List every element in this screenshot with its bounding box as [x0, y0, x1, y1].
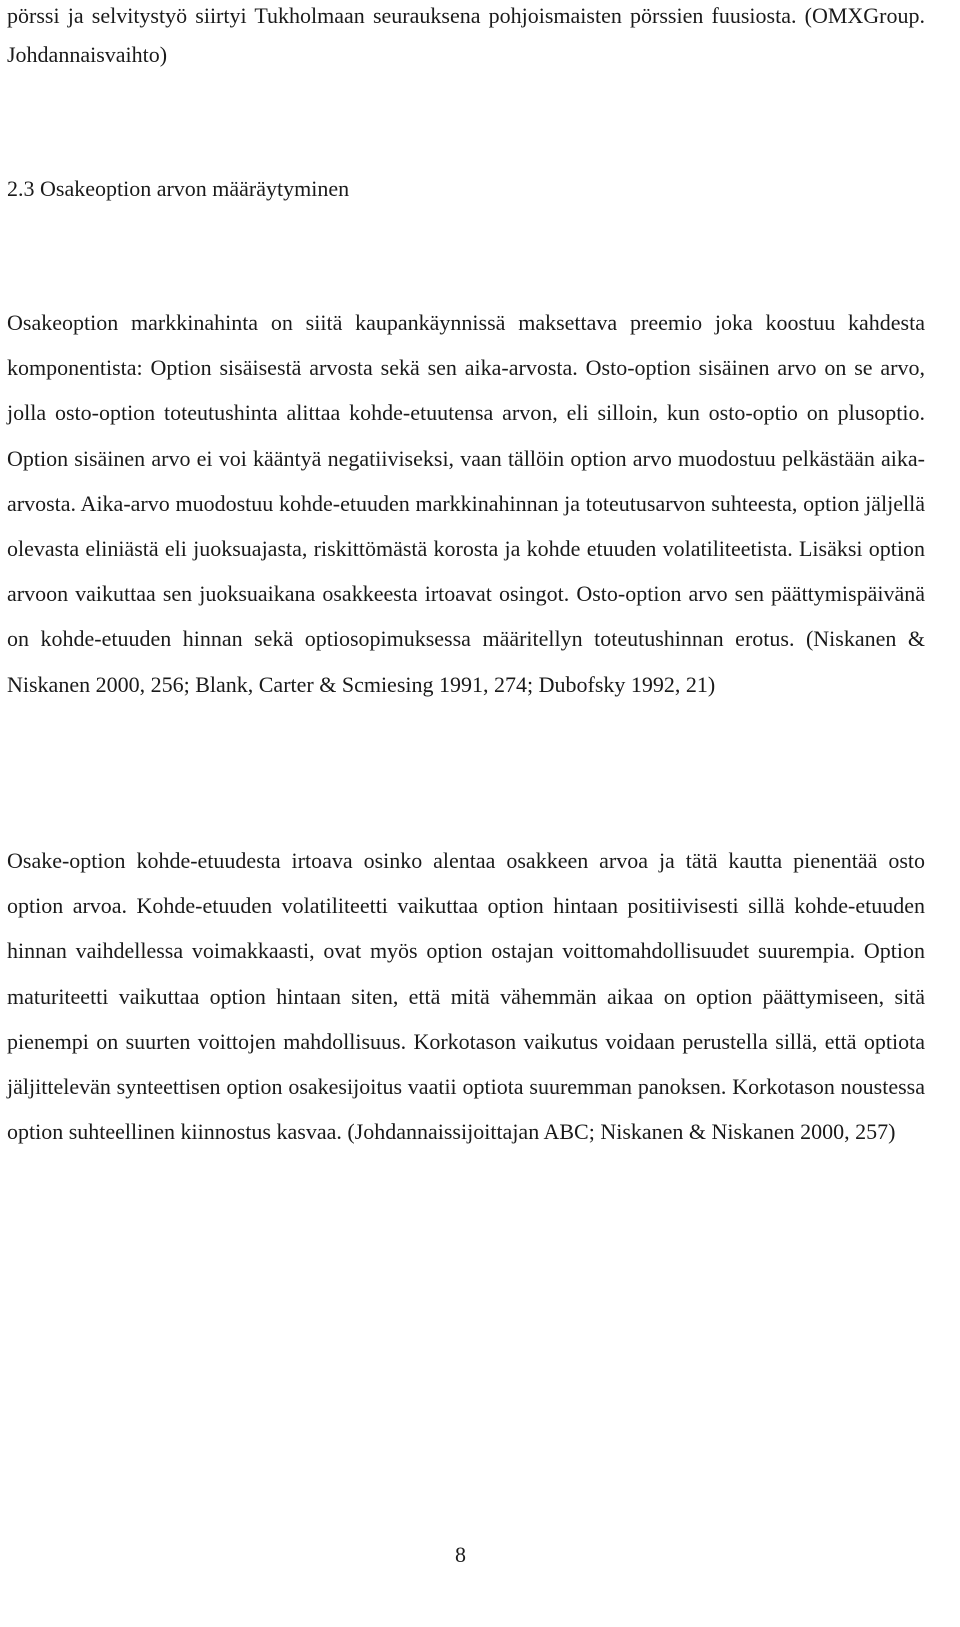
- section-heading: 2.3 Osakeoption arvon määräytyminen: [7, 176, 350, 201]
- body-paragraph-1: Osakeoption markkinahinta on siitä kaupankäynnissä maksettava preemio joka koostuu kahdesta komponentista: Option sisäisestä arvosta sekä sen aika-arvosta. Osto-option sisäinen arvo on se arvo, jolla osto-option toteutushinta alittaa kohde-etuutensa arvon, eli silloin, kun osto-optio on plusoptio. Option sisäinen arvo ei voi kääntyä negatiiviseksi, vaan tällöin option arvo muodostuu pelkästään aika-arvosta. Aika-arvo muodostuu kohde-etuuden markkinahinnan ja toteutusarvon suhteesta, option jäljellä olevasta eliniästä eli juoksuajasta, riskittömästä korosta ja kohde etuuden volatiliteetista. Lisäksi option arvoon vaikuttaa sen juoksuaikana osakkeesta irtoavat osingot. Osto-option arvo sen päättymispäivänä on kohde-etuuden hinnan sekä optiosopimuksessa määritellyn toteutushinnan erotus. (Niskanen & Niskanen 2000, 256; Blank, Carter & Scmiesing 1991, 274; Dubofsky 1992, 21): [7, 310, 925, 697]
- lead-paragraph: pörssi ja selvitystyö siirtyi Tukholmaan seurauksena pohjoismaisten pörssien fuusiosta. (OMXGroup. Johdannaisvaihto): [7, 3, 925, 67]
- page-number: 8: [455, 1542, 466, 1567]
- body-paragraph-2: Osake-option kohde-etuudesta irtoava osinko alentaa osakkeen arvoa ja tätä kautta pienentää osto option arvoa. Kohde-etuuden volatiliteetti vaikuttaa option hintaan positiivisesti sillä kohde-etuuden hinnan vaihdellessa voimakkaasti, ovat myös option ostajan voittomahdollisuudet suurempia. Option maturiteetti vaikuttaa option hintaan siten, että mitä vähemmän aikaa on option päättymiseen, sitä pienempi on suurten voittojen mahdollisuus. Korkotason vaikutus voidaan perustella sillä, että optiota jäljittelevän synteettisen option osakesijoitus vaatii optiota suuremman panoksen. Korkotason noustessa option suhteellinen kiinnostus kasvaa. (Johdannaissijoittajan ABC; Niskanen & Niskanen 2000, 257): [7, 848, 925, 1145]
